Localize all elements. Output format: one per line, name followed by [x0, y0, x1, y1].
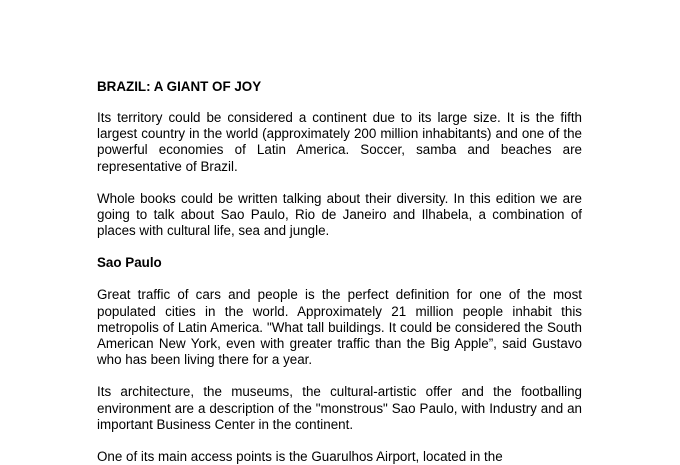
sao-paulo-paragraph-3: One of its main access points is the Guarulhos Airport, located in the: [97, 449, 503, 465]
intro-paragraph-2: Whole books could be written talking about their diversity. In this edition we are going to talk about Sao Paulo, Rio de Janeiro and Ilhabela, a combination of places with cultural life, sea and jungle.: [97, 190, 582, 239]
sao-paulo-paragraph-2: Its architecture, the museums, the cultural-artistic offer and the footballing environment are a description of the "monstrous" Sao Paulo, with Industry and an important Business Center in the continent.: [97, 384, 582, 432]
document-title: BRAZIL: A GIANT OF JOY: [97, 79, 262, 94]
section-heading-sao-paulo: Sao Paulo: [97, 255, 162, 271]
sao-paulo-paragraph-1: Great traffic of cars and people is the perfect definition for one of the most populated cities in the world. Approximately 21 million people inhabit this metropolis of Latin America. "What tall buildings. It could be considered the South American New York, even with greater traffic than the Big Apple”, said Gustavo who has been living there for a year.: [97, 287, 582, 368]
document-page: [97, 79, 582, 465]
intro-paragraph-1: Its territory could be considered a continent due to its large size. It is the fifth largest country in the world (approximately 200 million inhabitants) and one of the powerful economies of Latin America. Soccer, samba and beaches are representative of Brazil.: [97, 110, 582, 174]
